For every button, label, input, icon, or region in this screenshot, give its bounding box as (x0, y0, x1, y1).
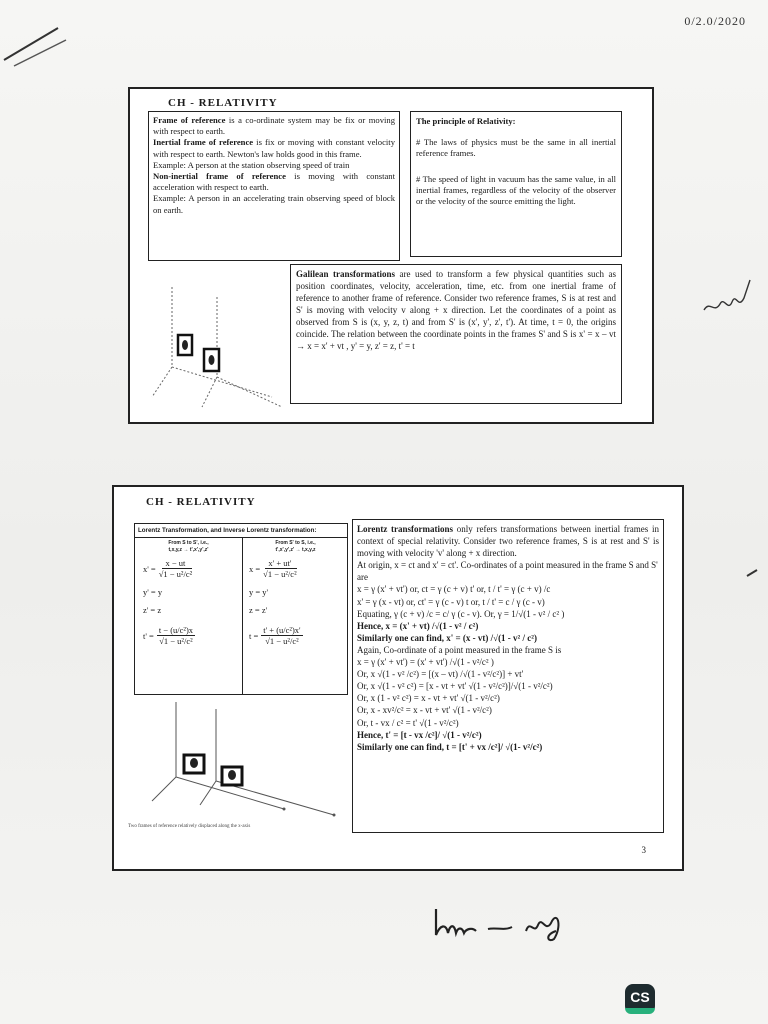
slide-title: CH - RELATIVITY (146, 496, 256, 508)
lt-x-formula: x' = $\frac{x - ut}{\text{√1 − u²/c²}}$ (143, 558, 193, 579)
slide-title: CH - RELATIVITY (168, 97, 278, 109)
definition-paragraph: Non-inertial frame of reference is moving with constant acceleration with respect to earth. (153, 171, 395, 193)
ilt-z-formula: z = z' (249, 605, 268, 615)
table-divider (242, 537, 243, 694)
galilean-paragraph: Galilean transformations are used to transform a few physical quantities such as position coordinates, velocity, acceleration, time, etc. from one inertial frame of reference to another frame of reference. Consider two reference frames, S is at rest and S' is moving with velocity v along + x direction. Let the coordinates of a point as observed from S is (x, y, z, t) and from S' is (x', y', z', t'). At time, t = 0, the origins coincide. The relation between the coordinate points in the frames S' and S is x' = x – vt → x = x' + vt , y' = y, z' = z, t' = t (296, 269, 616, 351)
lt-z-formula: z' = z (143, 605, 162, 615)
derivation-line: x = γ (x' + vt') = (x' + vt') /√(1 - v²/c² ) (357, 657, 494, 668)
table-title: Lorentz Transformation, and Inverse Lorentz transformation: (135, 524, 347, 538)
result-line: Similarly one can find, t = [t' + vx /c²]/ √(1- v²/c²) (357, 741, 543, 752)
handwritten-signature (428, 905, 588, 945)
derivation-line: Or, t - vx / c² = t' √(1 - v²/c²) (357, 717, 459, 728)
principle-of-relativity-box (410, 111, 622, 257)
handwritten-initials-margin (700, 270, 755, 320)
derivation-line: At origin, x = ct and x' = ct'. Co-ordinates of a point measured in the frame S and S' are (357, 560, 658, 583)
lt-y-formula: y' = y (143, 587, 163, 597)
derivation-line: Or, x √(1 - v² c²) = [x - vt + vt' √(1 - v²/c²)]/√(1 - v²/c²) (357, 681, 553, 692)
example-paragraph: Example: A person at the station observing speed of train (153, 159, 350, 170)
lt-formulas (143, 558, 239, 646)
galilean-transformation-box (290, 264, 622, 404)
pen-stroke-marks (0, 18, 70, 68)
frame-of-reference-box (148, 111, 400, 261)
principle-point: # The speed of light in vacuum has the same value, in all inertial frames, regardless of the velocity of the observer or the velocity of the source emitting the light. (416, 173, 616, 207)
ilt-y-formula: y = y' (249, 587, 269, 597)
figure-caption: Two frames of reference relatively displaced along the x-axis (128, 824, 251, 829)
definition-paragraph: Frame of reference is a co-ordinate system may be fix or moving with respect to earth. (153, 115, 395, 137)
example-paragraph: Example: A person in an accelerating train observing speed of block on earth. (153, 193, 395, 215)
result-line: Similarly one can find, x' = (x - vt) /√(1 - v² / c²) (357, 632, 537, 643)
page-number: 3 (641, 845, 646, 855)
derivation-line: x = γ (x' + vt') or, ct = γ (c + v) t' or, t / t' = γ (c + v) /c (357, 584, 551, 595)
principle-point: # The laws of physics must be the same in all inertial reference frames. (416, 137, 616, 159)
handwritten-date: 0/2.0/2020 (684, 14, 746, 28)
lt-t-formula: t' = $\frac{\text{t − (u/c²)x}}{\text{√1 − u²/c²}}$ (143, 625, 194, 646)
ilt-t-formula: t = $\frac{\text{t' + (u/c²)x'}}{\text{√1 − u²/c²}}$ (249, 625, 301, 646)
slide-lorentz-transformation (112, 485, 684, 871)
lorentz-table (134, 523, 348, 695)
ilt-formulas (249, 558, 345, 646)
camscanner-logo: CS (625, 984, 655, 1014)
principle-title: The principle of Relativity: (416, 116, 516, 126)
slide-relativity-basics (128, 87, 654, 424)
result-line: Hence, x = (x' + vt) /√(1 - v² / c²) (357, 620, 479, 631)
lorentz-derivation-box (352, 519, 664, 833)
ilt-column-head: From S' to S, i.e., t',x',y',z' → t,x,y,z (275, 540, 316, 553)
derivation-line: Again, Co-ordinate of a point measured in the frame S is (357, 644, 562, 655)
derivation-line: Equating, γ (c + v) /c = c/ γ (c - v). Or, γ = 1/√(1 - v² / c² ) (357, 608, 565, 619)
reference-frames-sketch (142, 267, 292, 417)
lorentz-frames-figure (134, 697, 354, 822)
result-line: Hence, t' = [t - vx /c²]/ √(1 - v²/c²) (357, 729, 482, 740)
definition-paragraph: Inertial frame of reference is fix or moving with constant velocity with respect to earth. Newton's law holds good in this frame. (153, 137, 395, 159)
derivation-line: Or, x √(1 - v² /c²) = [(x – vt) /√(1 - v²/c²)] + vt' (357, 669, 524, 680)
derivation-line: x' = γ (x - vt) or, ct' = γ (c - v) t or, t / t' = c / γ (c - v) (357, 596, 545, 607)
lorentz-intro: Lorentz transformations only refers transformations between inertial frames in context of special relativity. Consider two reference frames, S is at rest and S' is moving with velocity 'v' along + x direction. (357, 524, 659, 559)
derivation-line: Or, x - xv²/c² = x - vt + vt' √(1 - v²/c²) (357, 705, 492, 716)
lt-column-head: From S to S', i.e., t,x,y,z → t',x',y',z' (168, 540, 209, 553)
pen-tick-mark (745, 568, 759, 578)
derivation-line: Or, x (1 - v² c²) = x - vt + vt' √(1 - v²/c²) (357, 693, 500, 704)
ilt-x-formula: x = $\frac{x' + ut'}{\text{√1 − u²/c²}}$ (249, 558, 297, 579)
